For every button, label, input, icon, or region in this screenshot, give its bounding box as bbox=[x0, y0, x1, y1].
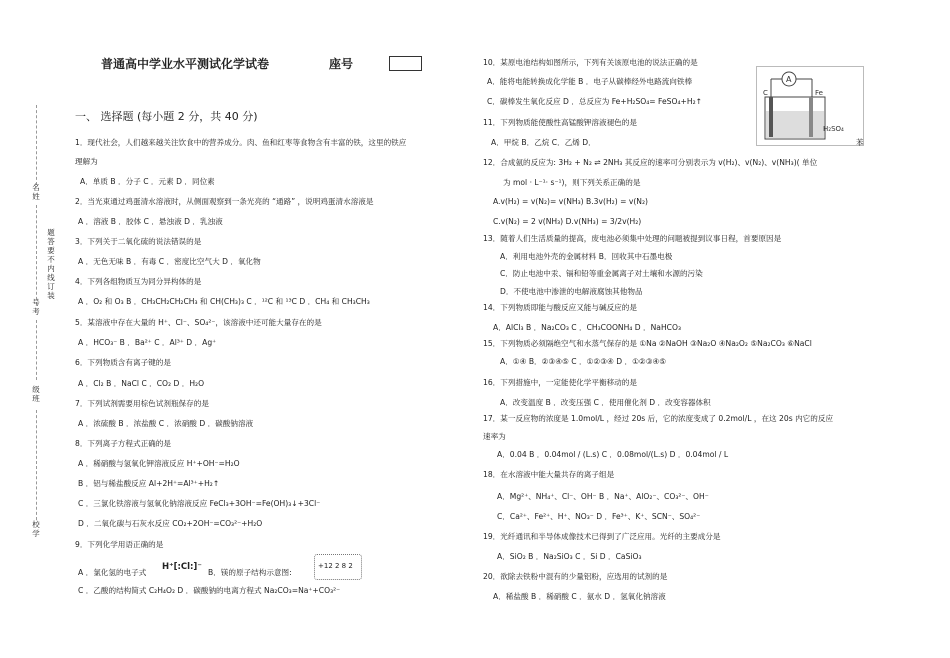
question-1-cont: 理解为 bbox=[75, 157, 98, 166]
question-17: 17．某一反应物的浓度是 1.0mol/L ，经过 20s 后，它的浓度变成了 0.2mol/L ，在这 20s 内它的反应 bbox=[483, 414, 834, 423]
binding-line bbox=[36, 410, 37, 520]
exam-number-label: 号考 bbox=[32, 298, 40, 316]
question-10-options-ab: A．能将电能转换成化学能 B ．电子从碳棒经外电路流向铁棒 bbox=[487, 77, 693, 86]
question-11-options: A．甲烷 B．乙烷 C．乙烯 D． bbox=[491, 138, 596, 147]
question-9-option-a: A ．氯化氢的电子式 bbox=[78, 568, 147, 577]
binding-line bbox=[36, 105, 37, 185]
question-18-options-cd: C．Ca²⁺、Fe²⁺、H⁺、NO₃⁻ D ．Fe³⁺、K⁺、SCN⁻、SO₄²⁻ bbox=[497, 512, 701, 521]
question-19: 19．光纤通讯和半导体成像技术已得到了广泛应用。光纤的主要成分是 bbox=[483, 532, 721, 541]
question-4-options: A ．O₂ 和 O₃ B ．CH₃CH₂CH₂CH₃ 和 CH(CH₃)₃ C ．¹²C 和 ¹³C D ．CH₄ 和 CH₃CH₃ bbox=[78, 297, 370, 306]
page-title: 普通高中学业水平测试化学试卷 bbox=[101, 57, 270, 71]
question-8-option-a: A ．稀硝酸与氢氧化钾溶液反应 H⁺+OH⁻=H₂O bbox=[78, 459, 240, 468]
question-12: 12．合成氨的反应为: 3H₂ + N₂ ⇌ 2NH₃ 其反应的速率可分别表示为 v(H₂)、v(N₂)、v(NH₃)( 单位 bbox=[483, 158, 818, 167]
question-8-option-d: D ．二氧化碳与石灰水反应 CO₂+2OH⁻=CO₃²⁻+H₂O bbox=[78, 519, 263, 528]
name-label: 名姓 bbox=[32, 183, 40, 201]
question-5: 5．某溶液中存在大量的 H⁺、Cl⁻、SO₄²⁻，该溶液中还可能大量存在的是 bbox=[75, 318, 322, 327]
question-19-options: A．SiO₂ B ．Na₂SiO₃ C ．Si D ．CaSiO₃ bbox=[497, 552, 642, 561]
ammeter-label: A bbox=[786, 75, 792, 84]
question-9-option-b: B．镁的原子结构示意图: bbox=[208, 568, 292, 577]
question-17-cont: 速率为 bbox=[483, 432, 506, 441]
school-label: 校学 bbox=[32, 520, 40, 538]
question-13-options-ab: A．利用电池外壳的金属材料 B．回收其中石墨电极 bbox=[500, 252, 673, 261]
question-6-options: A ．Cl₂ B ．NaCl C ．CO₂ D ．H₂O bbox=[78, 379, 205, 388]
question-20-options: A．稀盐酸 B ．稀硝酸 C ．氨水 D ．氢氧化钠溶液 bbox=[493, 592, 666, 601]
question-13: 13．随着人们生活质量的提高，废电池必须集中处理的问题被提到议事日程，首要原因是 bbox=[483, 234, 782, 243]
question-8-option-b: B ．铝与稀盐酸反应 Al+2H⁺=Al³⁺+H₂↑ bbox=[78, 479, 220, 488]
binding-note: 题答要不内线订装 bbox=[47, 228, 55, 300]
question-14: 14．下列物质即能与酸反应又能与碱反应的是 bbox=[483, 303, 637, 312]
question-1-options: A．单质 B ．分子 C ．元素 D ．同位素 bbox=[80, 177, 215, 186]
question-7: 7．下列试剂需要用棕色试剂瓶保存的是 bbox=[75, 399, 209, 408]
hcl-electron-formula: H⁺[:Cl:]⁻ bbox=[162, 562, 202, 572]
question-2: 2．当光束通过鸡蛋清水溶液时，从侧面观察到一条光亮的 “通路” ，说明鸡蛋清水溶液是 bbox=[75, 197, 374, 206]
mg-atom-diagram: +12 2 8 2 bbox=[314, 554, 362, 580]
section-heading: 一、 选择题 (每小题 2 分，共 40 分) bbox=[75, 110, 258, 123]
question-2-options: A ．溶液 B ．胶体 C ．悬浊液 D ．乳浊液 bbox=[78, 217, 223, 226]
question-8-option-c: C ．三氯化铁溶液与氢氧化钠溶液反应 FeCl₃+3OH⁻=Fe(OH)₃↓+3Cl⁻ bbox=[78, 499, 321, 508]
svg-text:H₂SO₄: H₂SO₄ bbox=[823, 125, 844, 133]
question-3: 3．下列关于二氧化硫的说法错误的是 bbox=[75, 237, 202, 246]
question-18-options-ab: A．Mg²⁺、NH₄⁺、Cl⁻、OH⁻ B ．Na⁺、AlO₂⁻、CO₃²⁻、OH⁻ bbox=[497, 492, 709, 501]
question-12-options-ab: A.v(H₂) = v(N₂)= v(NH₃) B.3v(H₂) = v(N₂) bbox=[493, 197, 648, 206]
question-18: 18．在水溶液中能大量共存的离子组是 bbox=[483, 470, 615, 479]
binding-line bbox=[36, 320, 37, 380]
galvanic-cell-figure bbox=[756, 66, 864, 146]
seat-label: 座号 bbox=[329, 57, 354, 71]
question-4: 4．下列各组物质互为同分异构体的是 bbox=[75, 277, 202, 286]
question-12-cont: 为 mol · L⁻¹· s⁻¹)，则下列关系正确的是 bbox=[503, 178, 641, 187]
svg-text:C: C bbox=[763, 89, 768, 97]
question-5-options: A ．HCO₃⁻ B ．Ba²⁺ C ．Al³⁺ D ．Ag⁺ bbox=[78, 338, 217, 347]
question-7-options: A ．浓硫酸 B ．浓盐酸 C ．浓硝酸 D ．碳酸钠溶液 bbox=[78, 419, 254, 428]
binding-line bbox=[36, 205, 37, 305]
question-14-options: A．AlCl₃ B ．Na₂CO₃ C ．CH₃COONH₄ D ．NaHCO₃ bbox=[493, 323, 681, 332]
question-6: 6．下列物质含有离子键的是 bbox=[75, 358, 171, 367]
question-8: 8．下列离子方程式正确的是 bbox=[75, 439, 171, 448]
class-label: 级班 bbox=[32, 385, 40, 403]
question-10: 10．某原电池结构如图所示，下列有关该原电池的说法正确的是 bbox=[483, 58, 698, 67]
question-9-option-c-d: C ．乙酸的结构简式 C₂H₄O₂ D ．碳酸钠的电离方程式 Na₂CO₃=Na⁺+CO₃²⁻ bbox=[78, 586, 341, 595]
benzene-option: 苯 bbox=[856, 138, 864, 147]
question-11: 11．下列物质能使酸性高锰酸钾溶液褪色的是 bbox=[483, 118, 637, 127]
question-16-options: A．改变温度 B ．改变压强 C ．使用催化剂 D ．改变容器体积 bbox=[500, 398, 711, 407]
question-20: 20．欲除去铁粉中混有的少量铝粉，应选用的试剂的是 bbox=[483, 572, 668, 581]
question-1: 1．现代社会，人们越来越关注饮食中的营养成分。肉、鱼和红枣等食物含有丰富的铁，这里的铁应 bbox=[75, 138, 407, 147]
question-12-options-cd: C.v(N₂) = 2 v(NH₃) D.v(NH₃) = 3/2v(H₂) bbox=[493, 217, 642, 226]
question-13-option-d: D．不使电池中渗泄的电解液腐蚀其他物品 bbox=[500, 287, 643, 296]
question-16: 16．下列措施中，一定能使化学平衡移动的是 bbox=[483, 378, 637, 387]
svg-text:Fe: Fe bbox=[815, 89, 823, 97]
question-15-options: A．①④ B．②③④⑤ C ．①②③④ D ．①②③④⑤ bbox=[500, 357, 667, 366]
question-13-option-c: C．防止电池中汞、镉和铅等重金属离子对土壤和水源的污染 bbox=[500, 269, 703, 278]
question-10-options-cd: C．碳棒发生氧化反应 D ．总反应为 Fe+H₂SO₄= FeSO₄+H₂↑ bbox=[487, 97, 703, 106]
seat-number-box[interactable] bbox=[389, 56, 422, 71]
question-9: 9．下列化学用语正确的是 bbox=[75, 540, 164, 549]
question-3-options: A ．无色无味 B ．有毒 C ．密度比空气大 D ．氧化物 bbox=[78, 257, 261, 266]
question-15: 15．下列物质必须隔绝空气和水蒸气保存的是 ①Na ②NaOH ③Na₂O ④Na₂O₂ ⑤Na₂CO₃ ⑥NaCl bbox=[483, 339, 812, 348]
question-17-options: A．0.04 B ．0.04mol / (L.s) C ．0.08mol/(L.s) D ．0.04mol / L bbox=[497, 450, 729, 459]
